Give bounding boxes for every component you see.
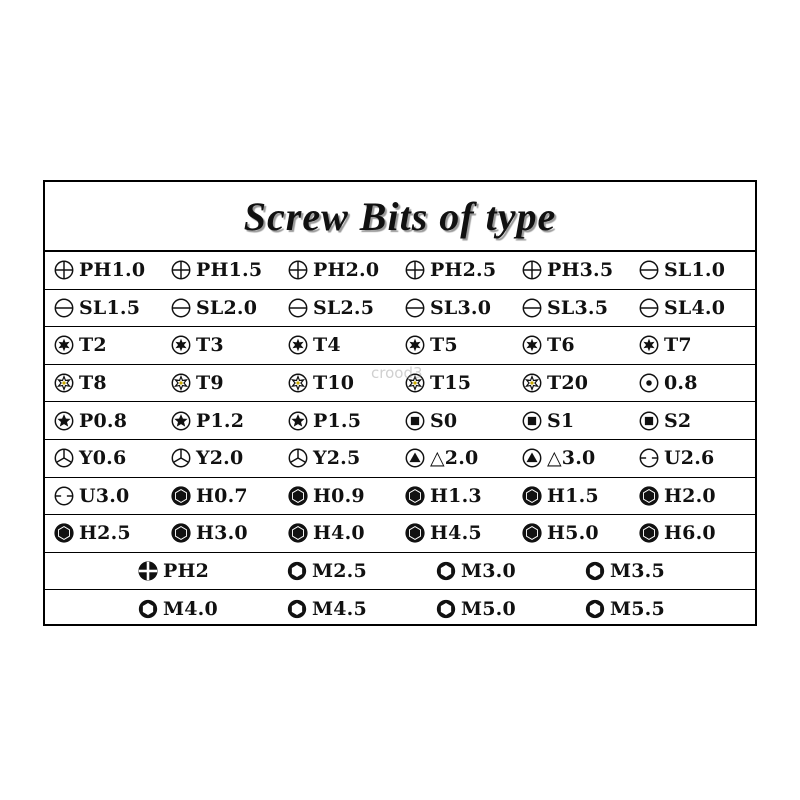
pentalobe-icon xyxy=(287,410,309,432)
page-title: Screw Bits of type xyxy=(243,193,557,239)
torx-hollow-icon xyxy=(521,372,543,394)
square-icon xyxy=(521,410,543,432)
bit-label: Y0.6 xyxy=(79,447,127,470)
hex-icon xyxy=(170,485,192,507)
bit-label: 0.8 xyxy=(664,372,698,395)
bit-label: SL2.0 xyxy=(196,296,258,319)
bit-label: PH1.5 xyxy=(196,259,263,282)
hex-icon xyxy=(287,485,309,507)
bit-label: SL2.5 xyxy=(313,296,375,319)
phillips-solid-icon xyxy=(137,560,159,582)
bit-label: SL1.5 xyxy=(79,296,141,319)
bit-entry xyxy=(404,334,521,356)
bit-entry xyxy=(170,522,287,544)
bit-label: T15 xyxy=(430,372,472,395)
bit-entry xyxy=(287,297,404,319)
phillips-icon xyxy=(521,259,543,281)
bit-row xyxy=(45,515,755,553)
slotted-icon xyxy=(53,297,75,319)
title-bar xyxy=(45,182,755,252)
bit-label: M4.0 xyxy=(163,598,218,621)
bit-label: SL3.5 xyxy=(547,296,609,319)
slotted-icon xyxy=(521,297,543,319)
screw-bits-card xyxy=(43,180,757,626)
bit-label: T7 xyxy=(664,334,692,357)
hex-icon xyxy=(638,485,660,507)
bit-entry xyxy=(638,297,755,319)
hex-icon xyxy=(521,522,543,544)
bit-label: T9 xyxy=(196,372,224,395)
bit-entry xyxy=(638,334,755,356)
torx-hollow-icon xyxy=(53,372,75,394)
socket-icon xyxy=(435,560,457,582)
bit-entry xyxy=(53,410,170,432)
bit-label: S1 xyxy=(547,409,575,432)
bit-label: T3 xyxy=(196,334,224,357)
bit-entry xyxy=(137,598,286,620)
slotted-icon xyxy=(638,259,660,281)
torx-icon xyxy=(638,334,660,356)
torx-icon xyxy=(53,334,75,356)
hex-icon xyxy=(638,522,660,544)
square-icon xyxy=(638,410,660,432)
bit-label: △3.0 xyxy=(547,447,596,470)
bit-entry xyxy=(53,259,170,281)
bit-label: T5 xyxy=(430,334,458,357)
pentalobe-icon xyxy=(170,410,192,432)
bit-entry xyxy=(53,447,170,469)
bit-label: T2 xyxy=(79,334,107,357)
bit-label: PH2 xyxy=(163,560,210,583)
bit-entry xyxy=(435,560,584,582)
bit-label: M3.5 xyxy=(610,560,665,583)
socket-icon xyxy=(435,598,457,620)
bit-entry xyxy=(286,598,435,620)
bit-entry xyxy=(584,598,733,620)
u-type-icon xyxy=(638,447,660,469)
bit-label: H4.0 xyxy=(313,522,365,545)
phillips-icon xyxy=(53,259,75,281)
bit-entry xyxy=(404,522,521,544)
bit-label: Y2.0 xyxy=(196,447,244,470)
bit-entry xyxy=(287,447,404,469)
slotted-icon xyxy=(404,297,426,319)
bit-entry xyxy=(287,334,404,356)
bit-entry xyxy=(638,447,755,469)
bit-entry xyxy=(287,485,404,507)
bit-entry xyxy=(287,259,404,281)
triangle-icon xyxy=(404,447,426,469)
tri-wing-icon xyxy=(53,447,75,469)
bit-row xyxy=(45,290,755,328)
bit-row xyxy=(45,252,755,290)
tri-wing-icon xyxy=(170,447,192,469)
bit-entry xyxy=(170,334,287,356)
bit-label: H5.0 xyxy=(547,522,599,545)
bit-entry xyxy=(638,410,755,432)
bit-entry xyxy=(53,522,170,544)
bit-entry xyxy=(435,598,584,620)
slotted-icon xyxy=(638,297,660,319)
bit-entry xyxy=(521,259,638,281)
torx-hollow-icon xyxy=(404,372,426,394)
bit-entry xyxy=(137,560,286,582)
dot-icon xyxy=(638,372,660,394)
bit-row xyxy=(45,478,755,516)
bit-entry xyxy=(287,410,404,432)
bit-entry xyxy=(638,372,755,394)
hex-icon xyxy=(53,522,75,544)
bit-entry xyxy=(404,297,521,319)
torx-icon xyxy=(170,334,192,356)
phillips-icon xyxy=(170,259,192,281)
bit-entry xyxy=(170,447,287,469)
bit-label: S0 xyxy=(430,409,458,432)
u-type-icon xyxy=(53,485,75,507)
triangle-icon xyxy=(521,447,543,469)
bit-label: M4.5 xyxy=(312,598,367,621)
bit-label: P1.5 xyxy=(313,409,362,432)
bit-label: H2.5 xyxy=(79,522,131,545)
bit-label: H0.9 xyxy=(313,484,365,507)
bit-label: S2 xyxy=(664,409,692,432)
bit-label: H1.3 xyxy=(430,484,482,507)
socket-icon xyxy=(286,598,308,620)
bit-label: T6 xyxy=(547,334,575,357)
bit-entry xyxy=(287,522,404,544)
square-icon xyxy=(404,410,426,432)
bit-label: M5.0 xyxy=(461,598,516,621)
bit-row xyxy=(45,365,755,403)
hex-icon xyxy=(287,522,309,544)
phillips-icon xyxy=(287,259,309,281)
bit-entry xyxy=(170,259,287,281)
socket-icon xyxy=(137,598,159,620)
torx-icon xyxy=(287,334,309,356)
bit-label: SL3.0 xyxy=(430,296,492,319)
bit-label: T4 xyxy=(313,334,341,357)
slotted-icon xyxy=(287,297,309,319)
torx-icon xyxy=(404,334,426,356)
bit-entry xyxy=(521,334,638,356)
socket-icon xyxy=(584,598,606,620)
bit-entry xyxy=(638,259,755,281)
bit-label: M5.5 xyxy=(610,598,665,621)
bit-label: H2.0 xyxy=(664,484,716,507)
bit-label: M3.0 xyxy=(461,560,516,583)
bit-entry xyxy=(521,447,638,469)
bit-entry xyxy=(170,485,287,507)
hex-icon xyxy=(404,522,426,544)
bit-label: PH3.5 xyxy=(547,259,614,282)
bit-entry xyxy=(404,410,521,432)
bit-label: U3.0 xyxy=(79,484,130,507)
bit-entry xyxy=(584,560,733,582)
bit-label: PH1.0 xyxy=(79,259,146,282)
bit-entry xyxy=(404,485,521,507)
bit-entry xyxy=(521,372,638,394)
bit-row xyxy=(45,553,755,591)
bit-label: PH2.5 xyxy=(430,259,497,282)
bit-entry xyxy=(170,297,287,319)
bit-label: SL1.0 xyxy=(664,259,726,282)
bit-entry xyxy=(521,297,638,319)
bit-row xyxy=(45,327,755,365)
bit-label: U2.6 xyxy=(664,447,715,470)
slotted-icon xyxy=(170,297,192,319)
bit-entry xyxy=(53,334,170,356)
bit-label: T20 xyxy=(547,372,589,395)
bit-entry xyxy=(286,560,435,582)
bit-entry xyxy=(53,485,170,507)
bit-label: P1.2 xyxy=(196,409,245,432)
socket-icon xyxy=(584,560,606,582)
hex-icon xyxy=(404,485,426,507)
bit-label: H0.7 xyxy=(196,484,248,507)
bit-row xyxy=(45,402,755,440)
bit-label: SL4.0 xyxy=(664,296,726,319)
bit-label: P0.8 xyxy=(79,409,128,432)
torx-icon xyxy=(521,334,543,356)
bit-label: PH2.0 xyxy=(313,259,380,282)
bit-label: T10 xyxy=(313,372,355,395)
bit-label: H3.0 xyxy=(196,522,248,545)
bit-entry xyxy=(521,485,638,507)
bit-label: T8 xyxy=(79,372,107,395)
bit-row xyxy=(45,590,755,628)
bit-entry xyxy=(521,410,638,432)
bit-entry xyxy=(53,297,170,319)
bit-label: Y2.5 xyxy=(313,447,361,470)
bit-label: H1.5 xyxy=(547,484,599,507)
bit-label: H4.5 xyxy=(430,522,482,545)
bit-entry xyxy=(521,522,638,544)
tri-wing-icon xyxy=(287,447,309,469)
bit-entry xyxy=(287,372,404,394)
bit-entry xyxy=(404,447,521,469)
bit-label: H6.0 xyxy=(664,522,716,545)
socket-icon xyxy=(286,560,308,582)
phillips-icon xyxy=(404,259,426,281)
bit-label: M2.5 xyxy=(312,560,367,583)
bit-entry xyxy=(53,372,170,394)
bit-entry xyxy=(638,485,755,507)
bit-entry xyxy=(170,410,287,432)
torx-hollow-icon xyxy=(170,372,192,394)
bit-entry xyxy=(170,372,287,394)
bit-grid xyxy=(45,252,755,628)
pentalobe-icon xyxy=(53,410,75,432)
bit-label: △2.0 xyxy=(430,447,479,470)
bit-entry xyxy=(638,522,755,544)
bit-entry xyxy=(404,259,521,281)
hex-icon xyxy=(170,522,192,544)
hex-icon xyxy=(521,485,543,507)
watermark: crood3 xyxy=(371,364,423,382)
bit-row xyxy=(45,440,755,478)
torx-hollow-icon xyxy=(287,372,309,394)
bit-entry xyxy=(404,372,521,394)
